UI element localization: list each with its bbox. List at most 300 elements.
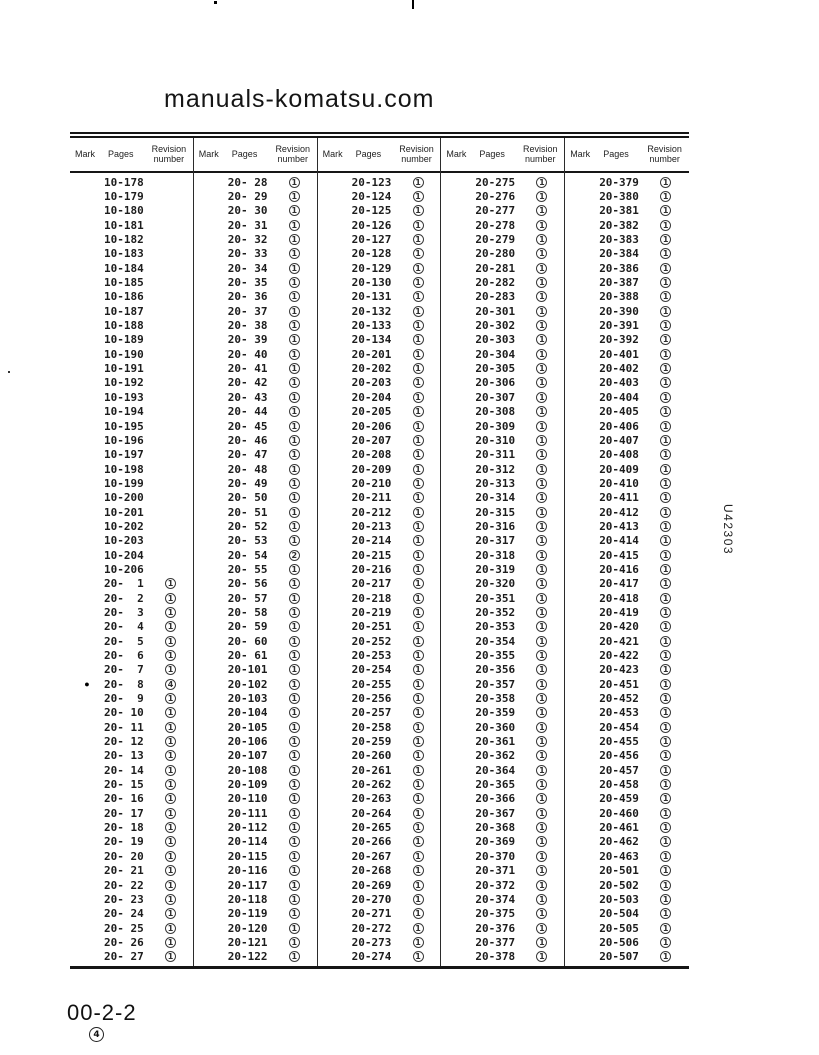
table-row — [565, 806, 689, 820]
revision-cell — [527, 177, 564, 188]
pages-cell: 20- 35 — [227, 276, 268, 290]
pages-cell: 20-377 — [475, 935, 516, 949]
revision-cell — [651, 750, 689, 761]
pages-cell: 20-463 — [599, 849, 639, 863]
revision-cell — [527, 334, 564, 345]
revision-circled-number: 1 — [289, 492, 300, 503]
revision-circled-number: 1 — [289, 707, 300, 718]
pages-cell: 20- 13 — [104, 749, 144, 763]
pages-cell: 10-178 — [104, 175, 144, 189]
pages-cell: 20-265 — [351, 821, 392, 835]
table-row — [70, 548, 193, 562]
pages-cell: 20- 61 — [227, 649, 268, 663]
revision-circled-number: 1 — [289, 248, 300, 259]
revision-cell — [651, 736, 689, 747]
revision-circled-number: 1 — [413, 650, 424, 661]
revision-circled-number: 1 — [289, 750, 300, 761]
pages-cell: 20-106 — [227, 735, 268, 749]
revision-cell — [280, 808, 317, 819]
scan-registration-mark — [412, 0, 414, 9]
table-row — [565, 907, 689, 921]
table-header-row — [318, 138, 441, 173]
table-row — [441, 591, 564, 605]
pages-cell: 20-133 — [351, 319, 392, 333]
table-row — [70, 878, 193, 892]
pages-cell: 10-182 — [104, 233, 144, 247]
revision-circled-number: 1 — [536, 177, 547, 188]
pages-cell: 20-205 — [351, 405, 392, 419]
pages-cell: 20- 26 — [104, 935, 144, 949]
revision-cell — [404, 291, 441, 302]
pages-cell: 20-266 — [351, 835, 392, 849]
table-row — [318, 318, 441, 332]
revision-circled-number: 1 — [660, 793, 671, 804]
revision-circled-number: 1 — [289, 937, 300, 948]
revision-circled-number: 1 — [660, 880, 671, 891]
table-row — [194, 806, 317, 820]
pages-cell: 10-194 — [104, 405, 144, 419]
pages-cell: 20-451 — [599, 677, 639, 691]
pages-cell: 20-505 — [599, 921, 639, 935]
pages-cell: 20-402 — [599, 362, 639, 376]
table-row — [194, 333, 317, 347]
table-row — [318, 835, 441, 849]
table-row — [441, 347, 564, 361]
revision-circled-number: 1 — [289, 908, 300, 919]
revision-circled-number: 1 — [413, 779, 424, 790]
pages-cell: 20- 37 — [227, 304, 268, 318]
revision-circled-number: 1 — [536, 205, 547, 216]
pages-cell: 20-202 — [351, 362, 392, 376]
revision-cell — [280, 234, 317, 245]
table-row — [70, 534, 193, 548]
revision-circled-number: 1 — [165, 664, 176, 675]
revision-circled-number: 1 — [165, 779, 176, 790]
page-title: manuals-komatsu.com — [164, 85, 435, 113]
revision-circled-number: 1 — [660, 377, 671, 388]
pages-cell: 20-114 — [227, 835, 268, 849]
pages-cell: 10-183 — [104, 247, 144, 261]
table-row — [70, 562, 193, 576]
revision-circled-number: 1 — [536, 621, 547, 632]
table-header-row — [441, 138, 564, 173]
pages-cell: 20-352 — [475, 605, 516, 619]
revision-cell — [527, 779, 564, 790]
header-mark: Mark — [322, 148, 343, 159]
revision-cell — [404, 177, 441, 188]
table-row — [318, 261, 441, 275]
revision-circled-number: 1 — [289, 722, 300, 733]
pages-cell: 20-453 — [599, 706, 639, 720]
revision-circled-number: 1 — [413, 894, 424, 905]
revision-circled-number: 1 — [165, 636, 176, 647]
pages-cell: 20-116 — [227, 864, 268, 878]
revision-cell — [527, 406, 564, 417]
revision-circled-number: 1 — [289, 535, 300, 546]
pages-cell: 20-407 — [599, 433, 639, 447]
table-row — [441, 405, 564, 419]
revision-cell — [404, 449, 441, 460]
revision-circled-number: 1 — [289, 234, 300, 245]
pages-cell: 20-111 — [227, 806, 268, 820]
pages-cell: 20-204 — [351, 390, 392, 404]
table-row — [70, 720, 193, 734]
pages-cell: 20- 47 — [227, 448, 268, 462]
table-row — [194, 419, 317, 433]
pages-cell: 20-364 — [475, 763, 516, 777]
pages-cell: 20-267 — [351, 849, 392, 863]
table-row — [565, 505, 689, 519]
table-row — [194, 304, 317, 318]
table-row — [565, 247, 689, 261]
pages-cell: 20-119 — [227, 907, 268, 921]
revision-circled-number: 1 — [165, 621, 176, 632]
revision-cell — [156, 793, 193, 804]
revision-cell — [280, 923, 317, 934]
revision-circled-number: 1 — [413, 421, 424, 432]
pages-cell: 20-260 — [351, 749, 392, 763]
table-row — [194, 591, 317, 605]
revision-circled-number: 1 — [660, 564, 671, 575]
table-row — [565, 562, 689, 576]
table-row — [194, 749, 317, 763]
revision-circled-number: 1 — [536, 793, 547, 804]
pages-cell: 20-256 — [351, 692, 392, 706]
revision-cell — [651, 392, 689, 403]
revision-cell — [527, 822, 564, 833]
revision-circled-number: 1 — [289, 392, 300, 403]
pages-cell: 10-190 — [104, 347, 144, 361]
pages-cell: 20-257 — [351, 706, 392, 720]
revision-cell — [527, 650, 564, 661]
revision-circled-number: 1 — [413, 535, 424, 546]
revision-cell — [651, 650, 689, 661]
revision-cell — [651, 507, 689, 518]
pages-cell: 20- 41 — [227, 362, 268, 376]
table-row — [194, 405, 317, 419]
header-revision-number: Revision number — [399, 143, 434, 164]
revision-cell — [404, 822, 441, 833]
revision-cell — [280, 564, 317, 575]
revision-cell — [527, 664, 564, 675]
mark-dot: ● — [84, 678, 90, 689]
pages-cell: 20-104 — [227, 706, 268, 720]
revision-circled-number: 1 — [660, 779, 671, 790]
pages-cell: 20-461 — [599, 821, 639, 835]
pages-cell: 20-208 — [351, 448, 392, 462]
revision-cell — [280, 363, 317, 374]
revision-circled-number: 1 — [289, 464, 300, 475]
pages-cell: 20-306 — [475, 376, 516, 390]
table-row — [70, 648, 193, 662]
revision-cell — [280, 836, 317, 847]
pages-cell: 10-185 — [104, 276, 144, 290]
revision-cell — [651, 937, 689, 948]
table-row — [194, 907, 317, 921]
revision-circled-number: 1 — [660, 707, 671, 718]
revision-cell — [527, 621, 564, 632]
table-row — [565, 849, 689, 863]
table-row — [318, 605, 441, 619]
revision-circled-number: 1 — [660, 177, 671, 188]
table-row — [565, 390, 689, 404]
revision-circled-number: 1 — [536, 334, 547, 345]
pages-cell: 20-456 — [599, 749, 639, 763]
revision-circled-number: 1 — [536, 822, 547, 833]
revision-circled-number: 1 — [289, 177, 300, 188]
revision-circled-number: 1 — [536, 277, 547, 288]
revision-cell — [651, 679, 689, 690]
table-row — [565, 777, 689, 791]
revision-cell — [280, 722, 317, 733]
table-rows — [441, 173, 564, 966]
pages-cell: 20-359 — [475, 706, 516, 720]
table-row — [441, 663, 564, 677]
pages-cell: 10-179 — [104, 190, 144, 204]
pages-cell: 20-308 — [475, 405, 516, 419]
pages-cell: 20-264 — [351, 806, 392, 820]
pages-cell: 20-358 — [475, 692, 516, 706]
revision-circled-number: 1 — [413, 392, 424, 403]
revision-circled-number: 1 — [660, 449, 671, 460]
revision-circled-number: 1 — [536, 320, 547, 331]
revision-cell — [280, 793, 317, 804]
table-row — [70, 275, 193, 289]
pages-cell: 20- 36 — [227, 290, 268, 304]
pages-cell: 20- 39 — [227, 333, 268, 347]
pages-cell: 10-189 — [104, 333, 144, 347]
table-row — [318, 347, 441, 361]
table-row — [441, 462, 564, 476]
table-row — [441, 189, 564, 203]
table-row — [318, 935, 441, 949]
table-column-group — [441, 138, 565, 966]
revision-cell — [404, 363, 441, 374]
pages-cell: 20-452 — [599, 692, 639, 706]
table-row — [318, 648, 441, 662]
pages-cell: 20-132 — [351, 304, 392, 318]
revision-circled-number: 1 — [536, 507, 547, 518]
table-row — [441, 304, 564, 318]
revision-cell — [404, 478, 441, 489]
revision-cell — [527, 320, 564, 331]
revision-circled-number: 1 — [413, 191, 424, 202]
pages-cell: 20- 19 — [104, 835, 144, 849]
revision-cell — [404, 851, 441, 862]
pages-cell: 20- 16 — [104, 792, 144, 806]
table-row — [70, 218, 193, 232]
revision-cell — [280, 291, 317, 302]
revision-cell — [527, 392, 564, 403]
revision-circled-number: 1 — [413, 334, 424, 345]
table-row — [70, 935, 193, 949]
table-row — [441, 749, 564, 763]
revision-cell — [651, 277, 689, 288]
revision-circled-number: 1 — [660, 464, 671, 475]
pages-cell: 10-195 — [104, 419, 144, 433]
table-row — [441, 275, 564, 289]
pages-cell: 10-192 — [104, 376, 144, 390]
revision-circled-number: 1 — [413, 593, 424, 604]
table-row — [70, 433, 193, 447]
pages-cell: 10-201 — [104, 505, 144, 519]
pages-cell: 20-357 — [475, 677, 516, 691]
revision-cell — [156, 808, 193, 819]
revision-circled-number: 1 — [413, 220, 424, 231]
pages-cell: 10-184 — [104, 261, 144, 275]
revision-circled-number: 1 — [660, 263, 671, 274]
pages-cell: 20-318 — [475, 548, 516, 562]
pages-cell: 20-371 — [475, 864, 516, 878]
revision-cell — [156, 578, 193, 589]
pages-cell: 20- 43 — [227, 390, 268, 404]
revision-circled-number: 1 — [660, 306, 671, 317]
revision-circled-number: 1 — [413, 263, 424, 274]
revision-cell — [651, 248, 689, 259]
table-row — [441, 763, 564, 777]
table-row — [441, 419, 564, 433]
revision-circled-number: 1 — [289, 736, 300, 747]
pages-cell: 20-353 — [475, 620, 516, 634]
table-row — [565, 462, 689, 476]
pages-cell: 20-454 — [599, 720, 639, 734]
revision-circled-number: 1 — [536, 263, 547, 274]
revision-cell — [651, 578, 689, 589]
pages-cell: 20-388 — [599, 290, 639, 304]
pages-cell: 20-262 — [351, 778, 392, 792]
table-row — [194, 691, 317, 705]
revision-circled-number: 1 — [536, 449, 547, 460]
revision-cell — [156, 621, 193, 632]
revision-cell — [651, 449, 689, 460]
table-row — [565, 548, 689, 562]
revision-circled-number: 1 — [289, 363, 300, 374]
table-row — [194, 677, 317, 691]
pages-cell: 20-112 — [227, 821, 268, 835]
pages-cell: 20- 7 — [104, 663, 144, 677]
revision-cell — [651, 291, 689, 302]
table-row — [565, 318, 689, 332]
revision-cell — [651, 478, 689, 489]
pages-cell: 20- 46 — [227, 433, 268, 447]
table-row — [441, 261, 564, 275]
revision-cell — [527, 478, 564, 489]
header-pages: Pages — [108, 148, 134, 159]
table-row — [194, 605, 317, 619]
table-row — [441, 950, 564, 964]
table-row — [70, 849, 193, 863]
revision-circled-number: 1 — [289, 349, 300, 360]
table-row — [441, 806, 564, 820]
pages-cell: 20-417 — [599, 577, 639, 591]
revision-circled-number: 1 — [660, 191, 671, 202]
revision-circled-number: 1 — [536, 865, 547, 876]
pages-cell: 20-101 — [227, 663, 268, 677]
revision-cell — [280, 421, 317, 432]
pages-cell: 20-102 — [227, 677, 268, 691]
revision-cell — [156, 865, 193, 876]
table-row — [70, 189, 193, 203]
table-row — [441, 218, 564, 232]
pages-cell: 20-379 — [599, 175, 639, 189]
revision-circled-number: 1 — [660, 435, 671, 446]
table-row — [565, 376, 689, 390]
table-row — [318, 820, 441, 834]
table-row — [318, 333, 441, 347]
revision-circled-number: 1 — [413, 406, 424, 417]
pages-cell: 20-380 — [599, 190, 639, 204]
table-row — [441, 734, 564, 748]
table-row — [441, 820, 564, 834]
table-row — [194, 275, 317, 289]
revision-circled-number: 1 — [413, 363, 424, 374]
table-row — [70, 232, 193, 246]
table-row — [194, 648, 317, 662]
pages-cell: 20-283 — [475, 290, 516, 304]
pages-cell: 20-129 — [351, 261, 392, 275]
table-row — [565, 290, 689, 304]
revision-circled-number: 1 — [165, 951, 176, 962]
revision-cell — [527, 765, 564, 776]
revision-cell — [156, 693, 193, 704]
table-row — [441, 433, 564, 447]
revision-circled-number: 1 — [289, 851, 300, 862]
revision-cell — [527, 248, 564, 259]
pages-cell: 20-408 — [599, 448, 639, 462]
pages-cell: 10-186 — [104, 290, 144, 304]
revision-cell — [651, 765, 689, 776]
table-row — [70, 921, 193, 935]
revision-circled-number: 1 — [536, 535, 547, 546]
table-row — [318, 175, 441, 189]
pages-cell: 20-214 — [351, 534, 392, 548]
revision-circled-number: 1 — [660, 248, 671, 259]
revision-circled-number: 1 — [413, 765, 424, 776]
table-row — [441, 577, 564, 591]
revision-cell — [651, 363, 689, 374]
revision-cell — [280, 191, 317, 202]
table-row — [318, 634, 441, 648]
revision-cell — [404, 392, 441, 403]
pages-cell: 10-196 — [104, 433, 144, 447]
table-row — [565, 677, 689, 691]
table-row — [441, 720, 564, 734]
revision-cell — [404, 521, 441, 532]
table-row — [70, 175, 193, 189]
revision-circled-number: 1 — [660, 679, 671, 690]
revision-cell — [651, 894, 689, 905]
revision-circled-number: 1 — [660, 894, 671, 905]
revision-circled-number: 1 — [413, 865, 424, 876]
table-row — [194, 720, 317, 734]
revision-circled-number: 1 — [660, 736, 671, 747]
revision-circled-number: 1 — [660, 349, 671, 360]
table-row — [70, 663, 193, 677]
revision-cell — [527, 550, 564, 561]
pages-cell: 20-125 — [351, 204, 392, 218]
revision-cell — [280, 693, 317, 704]
pages-cell: 20- 15 — [104, 778, 144, 792]
pages-cell: 20-259 — [351, 735, 392, 749]
table-rows — [565, 173, 689, 966]
pages-cell: 20-272 — [351, 921, 392, 935]
pages-cell: 20-392 — [599, 333, 639, 347]
revision-cell — [156, 880, 193, 891]
revision-cell — [651, 664, 689, 675]
revision-circled-number: 1 — [413, 808, 424, 819]
table-row — [194, 189, 317, 203]
revision-circled-number: 1 — [536, 908, 547, 919]
